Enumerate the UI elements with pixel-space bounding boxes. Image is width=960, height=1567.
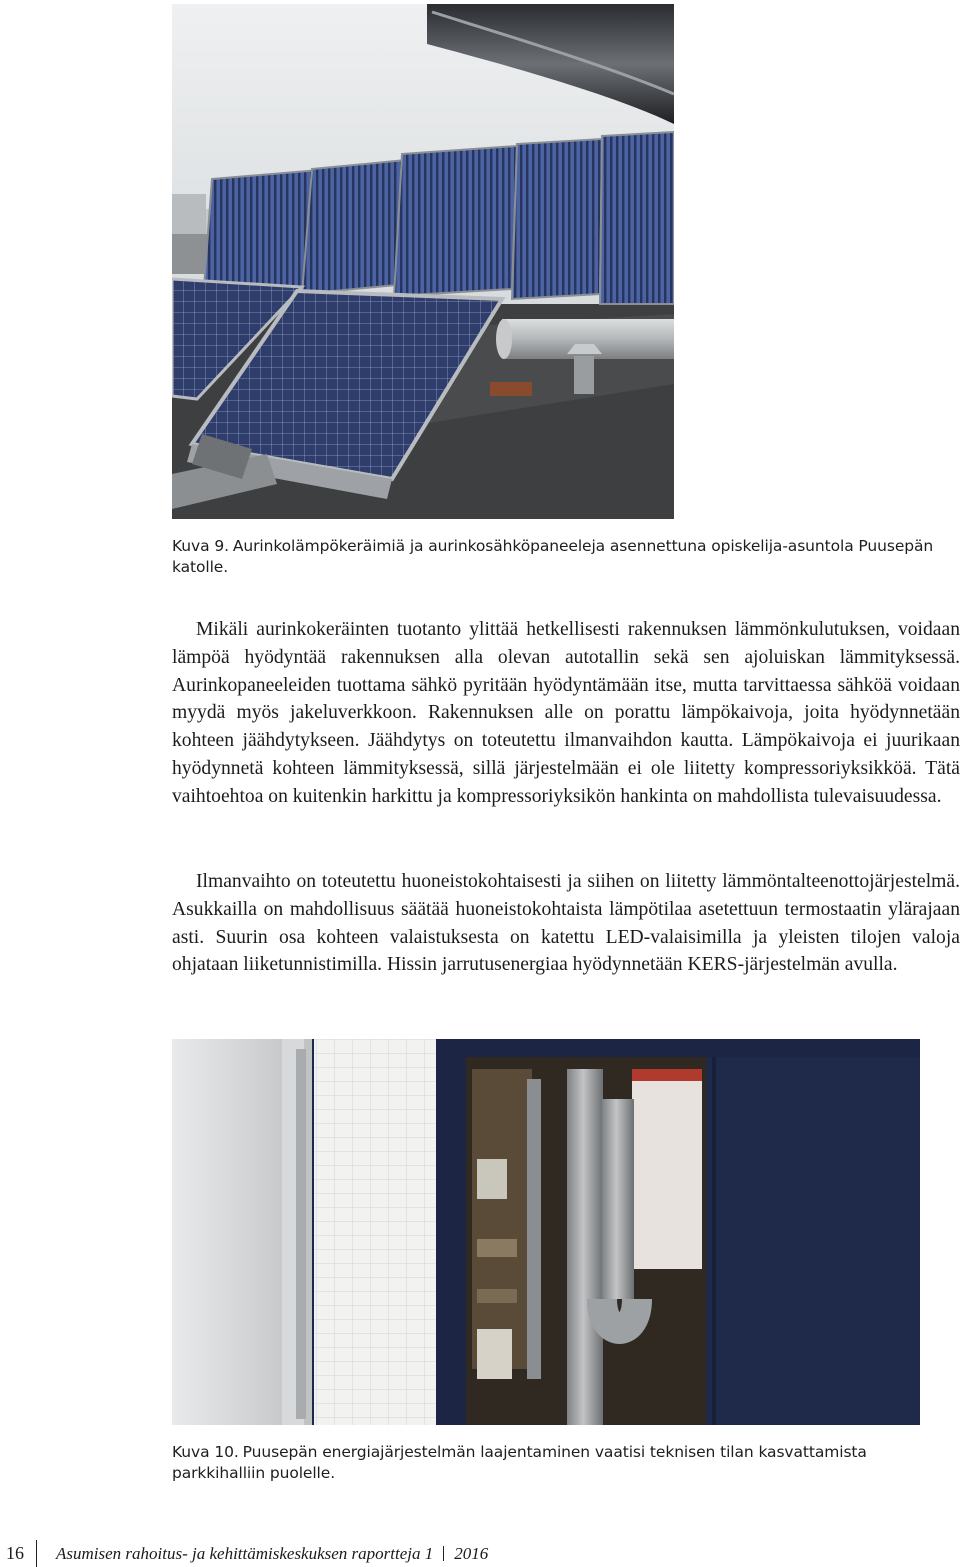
technical-room-illustration: [172, 1039, 920, 1425]
page-footer: [0, 1540, 960, 1567]
figure-10-label: Kuva 10.: [172, 1443, 239, 1461]
paragraph-text: Mikäli aurinkokeräinten tuotanto ylittää hetkellisesti rakennuksen lämmönkulutuksen, voidaan lämpöä hyödyntää rakennuksen alla olevan autotallin sekä sen ajoluiskan lämmityksessä. Aurinkopaneeleiden tuottama sähkö pyritään hyödyntämään itse, mutta tarvittaessa sähköä voidaan myydä myös jakeluverkkoon. Rakennuksen alle on porattu lämpökaivoja, joita hyödynnetään kohteen jäähdytykseen. Jäähdytys on toteutettu ilmanvaihdon kautta. Lämpökaivoja ei juurikaan hyödynnetä kohteen lämmityksessä, sillä järjestelmään ei ole liitetty kompressoriyksikköä. Tätä vaihtoehtoa on kuitenkin harkittu ja kompressoriyksikön hankinta on mahdollista tulevaisuudessa.: [172, 619, 960, 807]
figure-10-caption: [172, 1442, 960, 1484]
figure-9-caption: [172, 536, 960, 578]
paragraph-text: Ilmanvaihto on toteutettu huoneistokohtaisesti ja siihen on liitetty lämmöntalteenottojärjestelmä. Asukkailla on mahdollisuus säätää huoneistokohtaista lämpötilaa asetettuun termostaatin ylärajaan asti. Suurin osa kohteen valaistuksesta on katettu LED-valaisimilla ja yleisten tilojen valoja ohjataan liiketunnistimilla. Hissin jarrutusenergiaa hyödynnetään KERS-järjestelmän avulla.: [172, 871, 960, 976]
solar-roof-photo: [172, 4, 674, 519]
footer-divider: [36, 1540, 37, 1567]
series-year: 2016: [454, 1544, 489, 1563]
body-paragraph-1: [172, 616, 960, 811]
footer-series: [56, 1544, 488, 1564]
page-number: 16: [6, 1543, 24, 1563]
figure-10-caption-text: Puusepän energiajärjestelmän laajentaminen vaatisi teknisen tilan kasvattamista parkkihalliin puolelle.: [172, 1443, 867, 1482]
figure-9-caption-text: Aurinkolämpökeräimiä ja aurinkosähköpaneeleja asennettuna opiskelija-asuntola Puusepän katolle.: [172, 537, 934, 576]
body-paragraph-2: [172, 868, 960, 979]
footer-separator: [443, 1546, 444, 1561]
solar-roof-illustration: [172, 4, 674, 519]
figure-9-label: Kuva 9.: [172, 537, 229, 555]
series-title: Asumisen rahoitus- ja kehittämiskeskuksen raportteja 1: [56, 1544, 434, 1563]
technical-room-photo: [172, 1039, 920, 1425]
